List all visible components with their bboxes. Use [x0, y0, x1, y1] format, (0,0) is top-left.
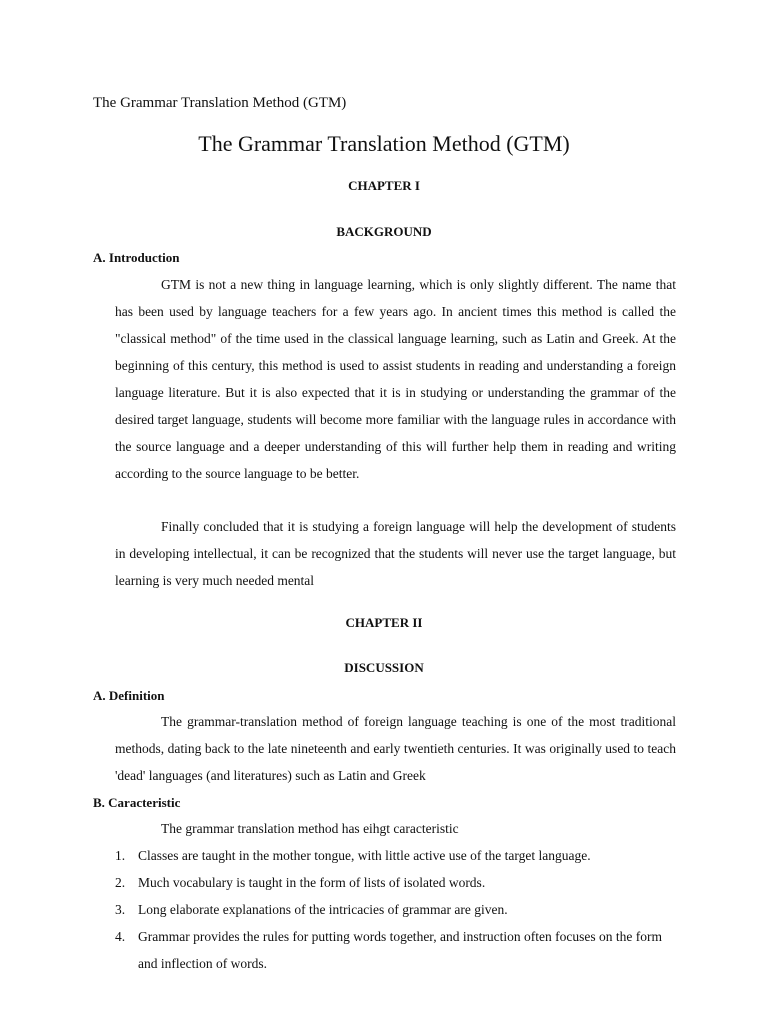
chapter-2-heading: DISCUSSION [344, 660, 424, 675]
introduction-paragraph-2: Finally concluded that it is studying a foreign language will help the development of students in developing intellectual, it can be recognized that the students will never use the target language, but learning is very much needed mental [115, 519, 676, 588]
characteristic-list [115, 842, 676, 977]
section-definition-title: A. Definition [93, 688, 165, 703]
list-item-number: 1. [115, 848, 126, 863]
list-item [115, 869, 676, 896]
chapter-1-label: CHAPTER I [348, 178, 420, 193]
list-item-number: 4. [115, 929, 126, 944]
chapter-2-label: CHAPTER II [345, 615, 423, 630]
list-item-text: Much vocabulary is taught in the form of lists of isolated words. [138, 875, 486, 890]
document-title: The Grammar Translation Method (GTM) [198, 131, 570, 156]
list-item-text: Long elaborate explanations of the intricacies of grammar are given. [138, 902, 508, 917]
definition-paragraph: The grammar-translation method of foreign language teaching is one of the most traditional methods, dating back to the late nineteenth and early twentieth centuries. It was originally used to teach 'dead' languages (and literatures) such as Latin and Greek [115, 714, 676, 783]
list-item [115, 896, 676, 923]
list-item [115, 923, 676, 977]
header-title: The Grammar Translation Method (GTM) [93, 95, 347, 111]
list-item-text: Classes are taught in the mother tongue, with little active use of the target language. [138, 848, 591, 863]
introduction-paragraph-1: GTM is not a new thing in language learning, which is only slightly different. The name that has been used by language teachers for a few years ago. In ancient times this method is called the "classical method" of the time used in the classical language learning, such as Latin and Greek. At the beginning of this century, this method is used to assist students in reading and understanding a foreign language literature. But it is also expected that it is in studying or understanding the grammar of the desired target language, students will become more familiar with the language rules in accordance with the source language and a deeper understanding of this will further help them in reading and writing according to the source language to be better. [115, 277, 676, 481]
chapter-1-heading: BACKGROUND [336, 224, 432, 239]
list-item [115, 842, 676, 869]
list-item-number: 3. [115, 902, 126, 917]
section-introduction-title: A. Introduction [93, 250, 180, 265]
list-item-number: 2. [115, 875, 126, 890]
characteristic-intro: The grammar translation method has eihgt caracteristic [161, 821, 459, 836]
list-item-text: Grammar provides the rules for putting words together, and instruction often focuses on the form and inflection of words. [138, 929, 662, 971]
section-characteristic-title: B. Caracteristic [93, 795, 181, 810]
